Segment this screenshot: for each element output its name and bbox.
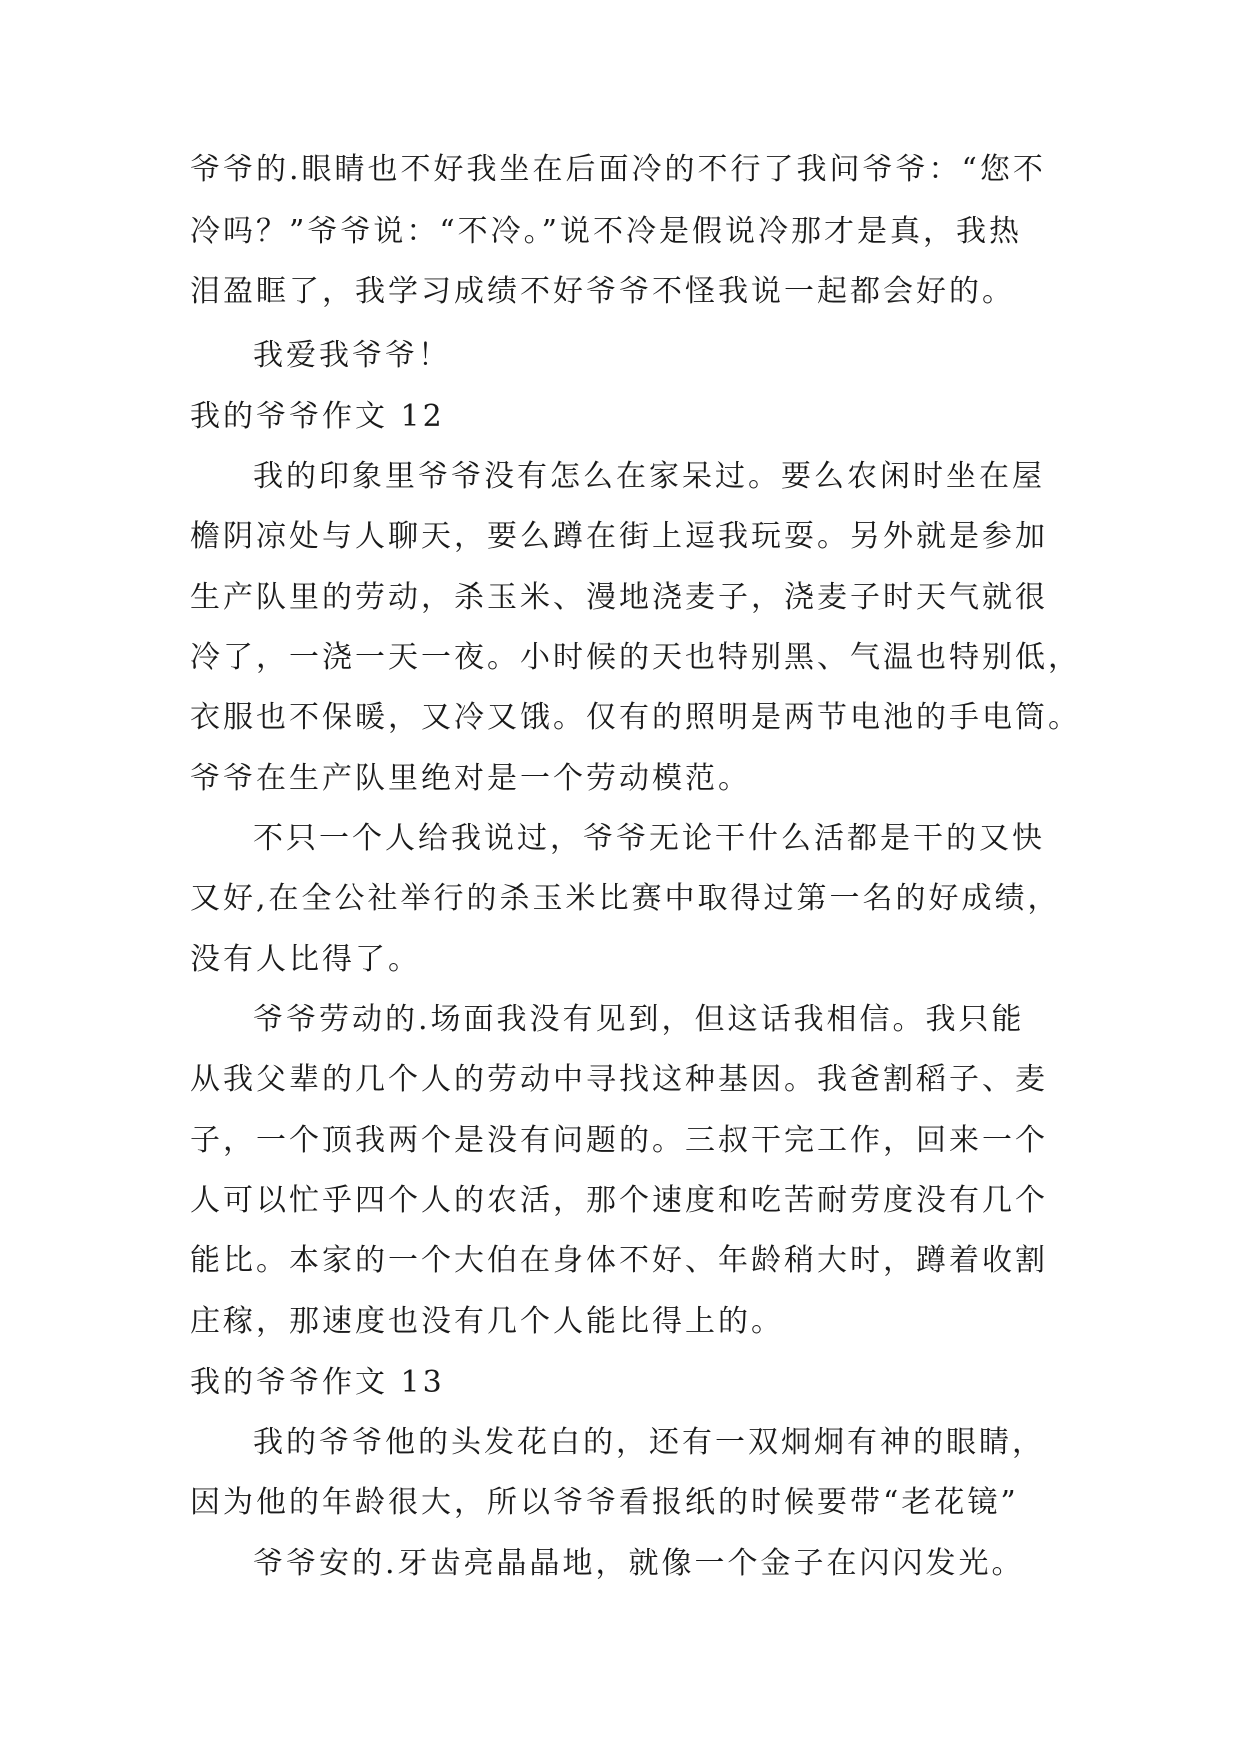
paragraph-line: 因为他的年龄很大，所以爷爷看报纸的时候要带“老花镜” (190, 1485, 1019, 1520)
paragraph-line: 爷爷在生产队里绝对是一个劳动模范。 (190, 761, 751, 796)
paragraph-line: 没有人比得了。 (190, 942, 421, 977)
paragraph-line: 生产队里的劳动，杀玉米、漫地浇麦子，浇麦子时天气就很 (190, 580, 1048, 615)
paragraph-line: 我的爷爷他的头发花白的，还有一双炯炯有神的眼睛， (253, 1425, 1045, 1460)
paragraph-line: 衣服也不保暖，又冷又饿。仅有的照明是两节电池的手电筒。 (190, 700, 1081, 735)
paragraph-line: 庄稼，那速度也没有几个人能比得上的。 (190, 1304, 784, 1339)
paragraph-line: 我爱我爷爷！ (253, 338, 451, 373)
paragraph-line: 泪盈眶了，我学习成绩不好爷爷不怪我说一起都会好的。 (190, 274, 1015, 309)
paragraph-line: 从我父辈的几个人的劳动中寻找这种基因。我爸割稻子、麦 (190, 1062, 1048, 1097)
paragraph-line: 我的印象里爷爷没有怎么在家呆过。要么农闲时坐在屋 (253, 459, 1045, 494)
paragraph-line: 冷了，一浇一天一夜。小时候的天也特别黑、气温也特别低， (190, 640, 1081, 675)
paragraph-line: 人可以忙乎四个人的农活，那个速度和吃苦耐劳度没有几个 (190, 1183, 1048, 1218)
paragraph-line: 檐阴凉处与人聊天，要么蹲在街上逗我玩耍。另外就是参加 (190, 519, 1048, 554)
section-heading: 我的爷爷作文 12 (190, 399, 445, 434)
paragraph-line: 冷吗？”爷爷说：“不冷。”说不冷是假说冷那才是真，我热 (190, 214, 1023, 249)
paragraph-line: 不只一个人给我说过，爷爷无论干什么活都是干的又快 (253, 821, 1045, 856)
paragraph-line: 爷爷安的.牙齿亮晶晶地，就像一个金子在闪闪发光。 (253, 1546, 1025, 1581)
paragraph-line: 爷爷劳动的.场面我没有见到，但这话我相信。我只能 (253, 1002, 1025, 1037)
paragraph-line: 爷爷的.眼睛也不好我坐在后面冷的不行了我问爷爷：“您不 (190, 152, 1046, 187)
section-heading: 我的爷爷作文 13 (190, 1365, 445, 1400)
paragraph-line: 子，一个顶我两个是没有问题的。三叔干完工作，回来一个 (190, 1123, 1048, 1158)
paragraph-line: 又好,在全公社举行的杀玉米比赛中取得过第一名的好成绩， (190, 881, 1061, 916)
paragraph-line: 能比。本家的一个大伯在身体不好、年龄稍大时，蹲着收割 (190, 1243, 1048, 1278)
